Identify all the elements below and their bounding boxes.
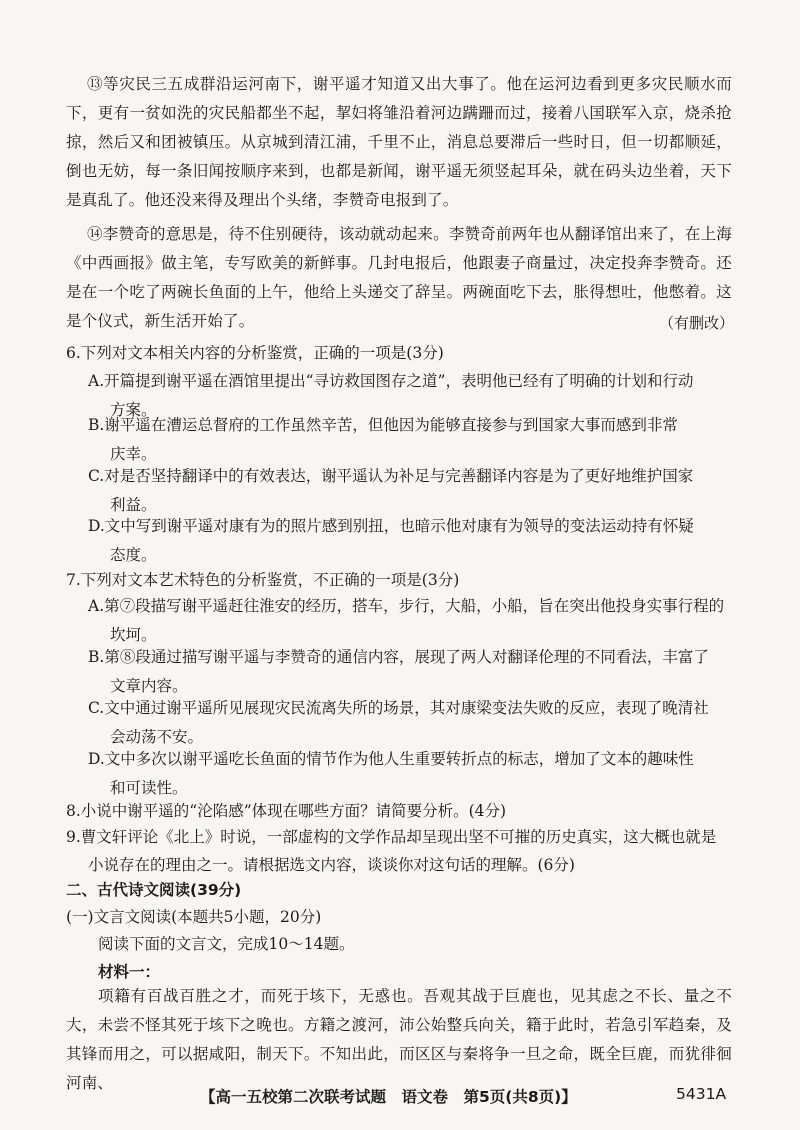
option-c-line1: C.对是否坚持翻译中的有效表达，谢平遥认为补足与完善翻译内容是为了更好地维护国家 <box>88 467 694 485</box>
option-c-line2: 利益。 <box>110 496 157 514</box>
option-a-line2: 坎坷。 <box>110 626 157 644</box>
passage-paragraph-14: ⑭李赞奇的意思是，待不住别硬待，该动就动起来。李赞奇前两年也从翻译馆出来了，在上海《中西画报》做主笔，专写欧美的新鲜事。几封电报后，他跟妻子商量过，决定投奔李赞奇。还是在一个吃了两碗长鱼面的上午，他给上头递交了辞呈。两碗面吃下去，胀得想吐，他憋着。这是个仪式，新生活开始了。 <box>66 225 732 330</box>
option-d-line1: D.文中多次以谢平遥吃长鱼面的情节作为他人生重要转折点的标志，增加了文本的趣味性 <box>88 750 694 768</box>
option-c-line2: 会动荡不安。 <box>110 728 204 746</box>
footer-title: 【高一五校第二次联考试题 语文卷 第5页(共8页)】 <box>200 1088 577 1106</box>
question-7-stem: 7.下列对文本艺术特色的分析鉴赏，不正确的一项是(3分) <box>66 571 460 589</box>
option-d-line1: D.文中写到谢平遥对康有为的照片感到别扭，也暗示他对康有为领导的变法运动持有怀疑 <box>88 517 694 535</box>
subsection-heading: (一)文言文阅读(本题共5小题，20分) <box>66 908 322 926</box>
option-a-line1: A.第⑦段描写谢平遥赶往淮安的经历，搭车，步行，大船，小船，旨在突出他投身实事行程的 <box>88 597 725 615</box>
question-6-option-b <box>88 411 736 469</box>
classical-text: 项籍有百战百胜之才，而死于垓下，无惑也。吾观其战于巨鹿也，见其虑之不长、量之不大，未尝不怪其死于垓下之晚也。方籍之渡河，沛公始整兵向关，籍于此时，若急引军趋秦，及其锋而用之，可以据咸阳，制天下。不知出此，而区区与秦将争一旦之命，既全巨鹿，而犹徘徊河南、 <box>66 987 732 1092</box>
material-label: 材料一： <box>98 963 161 981</box>
question-7-option-c <box>88 694 736 752</box>
question-9-line1: 9.曹文轩评论《北上》时说，一部虚构的文学作品却呈现出坚不可摧的历史真实，这大概也就是 <box>66 828 717 846</box>
passage-paragraph-13: ⑬等灾民三五成群沿运河南下，谢平遥才知道又出大事了。他在运河边看到更多灾民顺水而下，更有一贫如洗的灾民船都坐不起，挈妇将雏沿着河边蹒跚而过，接着八国联军入京，烧杀抢掠，然后又和团被镇压。从京城到清江浦，千里不止，消息总要滞后一些时日，但一切都顺延，倒也无妨，每一条旧闻按顺序来到，也都是新闻，谢平遥无须竖起耳朵，就在码头边坐着，天下是真乱了。他还没来得及理出个头绪，李赞奇电报到了。 <box>66 75 732 209</box>
question-7-option-b <box>88 643 736 701</box>
option-d-line2: 态度。 <box>110 546 157 564</box>
question-6-stem: 6.下列对文本相关内容的分析鉴赏，正确的一项是(3分) <box>66 344 444 362</box>
option-d-line2: 和可读性。 <box>110 779 188 797</box>
source-note: （有删改） <box>658 314 734 332</box>
option-b-line2: 庆幸。 <box>110 445 157 463</box>
reading-instruction: 阅读下面的文言文，完成10～14题。 <box>98 935 355 953</box>
question-9-line2: 小说存在的理由之一。请根据选文内容，谈谈你对这句话的理解。(6分) <box>88 856 575 874</box>
option-b-line1: B.谢平遥在漕运总督府的工作虽然辛苦，但他因为能够直接参与到国家大事而感到非常 <box>88 416 678 434</box>
option-a-line1: A.开篇提到谢平遥在酒馆里提出“寻访救国图存之道”，表明他已经有了明确的计划和行动 <box>88 372 694 390</box>
footer-code: 5431A <box>676 1085 727 1103</box>
question-7-option-a <box>88 592 736 650</box>
question-7-option-d <box>88 745 736 803</box>
option-c-line1: C.文中通过谢平遥所见展现灾民流离失所的场景，其对康梁变法失败的反应，表现了晚清社 <box>88 699 709 717</box>
option-b-line1: B.第⑧段通过描写谢平遥与李赞奇的通信内容，展现了两人对翻译伦理的不同看法，丰富了 <box>88 648 709 666</box>
question-6-option-d <box>88 512 736 570</box>
option-a-line2: 方案。 <box>110 401 157 419</box>
option-b-line2: 文章内容。 <box>110 677 188 695</box>
question-8: 8.小说中谢平遥的“沦陷感”体现在哪些方面？请简要分析。(4分) <box>66 802 507 820</box>
section-heading-classical: 二、古代诗文阅读(39分) <box>66 881 242 899</box>
